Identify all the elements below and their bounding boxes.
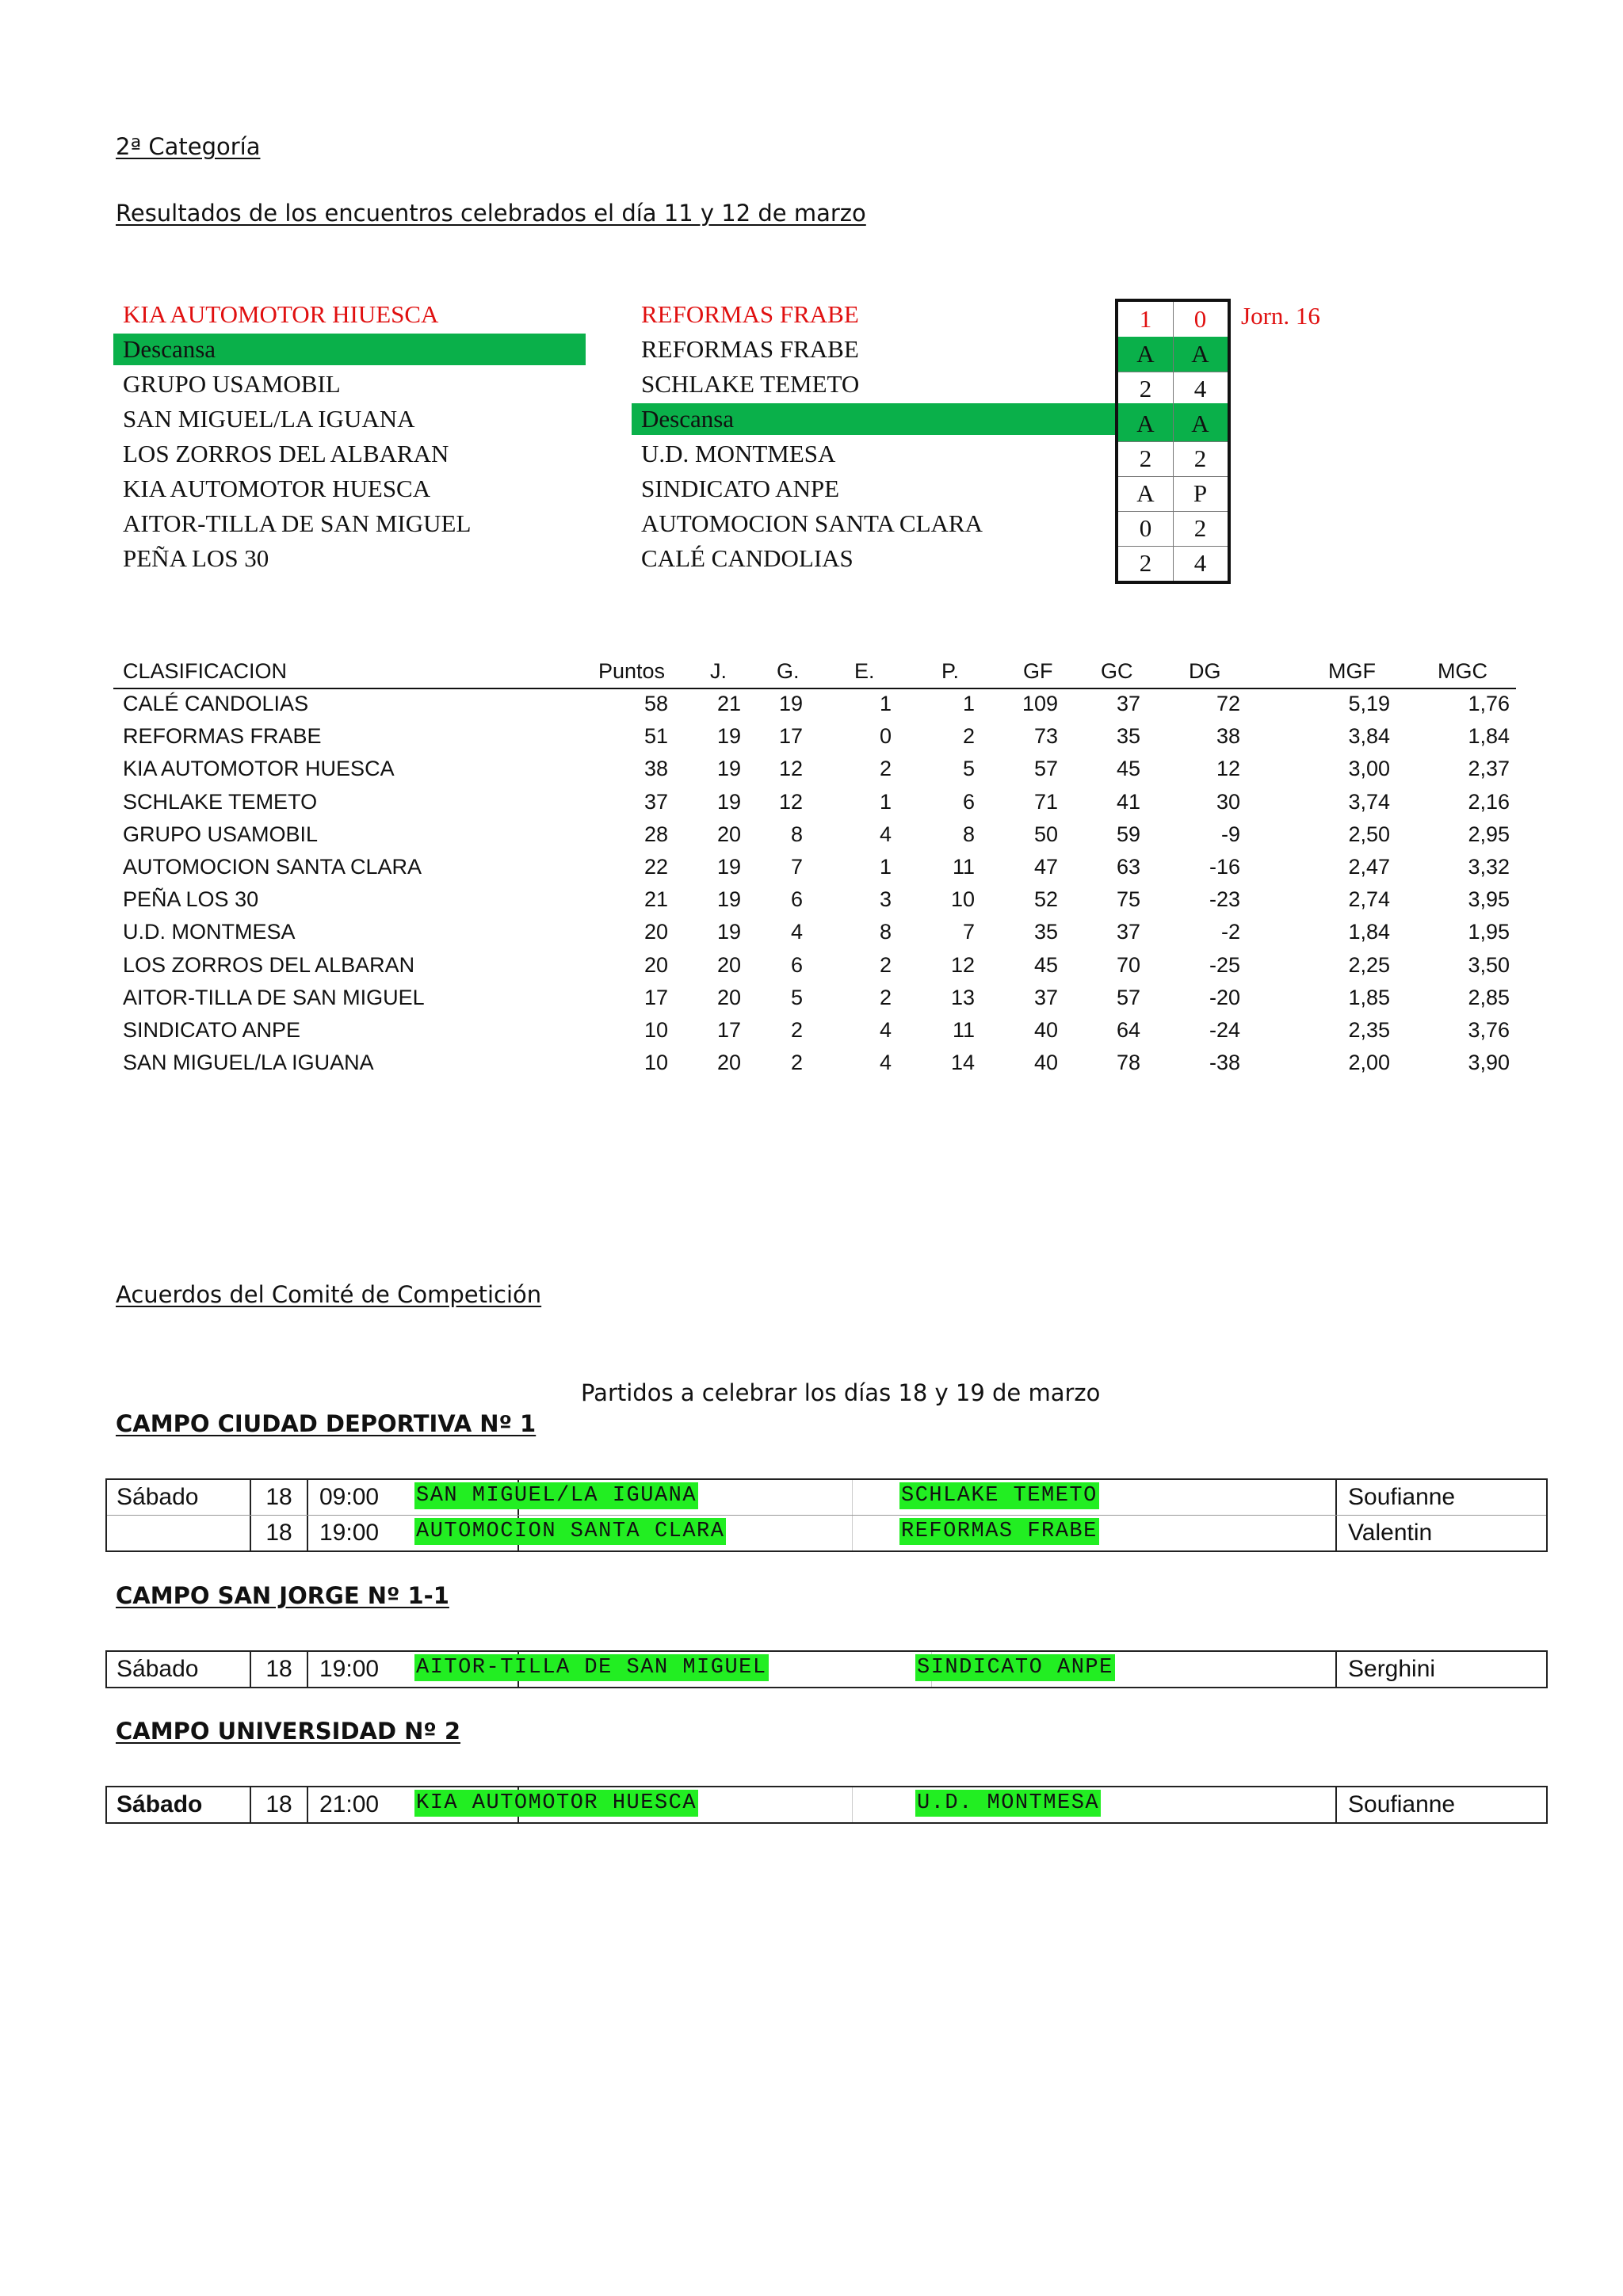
standings-row: [113, 916, 1516, 948]
match-home-team: SAN MIGUEL/LA IGUANA: [416, 1484, 697, 1508]
standings-row: [113, 818, 1516, 851]
stat-value: 5: [962, 757, 975, 781]
stat-value: 4: [790, 920, 803, 944]
result-row: [0, 508, 1623, 543]
score-box: [1115, 299, 1231, 584]
stat-value: 20: [716, 822, 741, 846]
stat-value: 1,95: [1468, 920, 1510, 944]
result-away-team: SINDICATO ANPE: [641, 475, 840, 502]
stat-value: 17: [716, 1018, 741, 1042]
stat-value: 1: [962, 692, 975, 715]
score-home: A: [1118, 406, 1174, 441]
match-date: 18: [251, 1652, 308, 1687]
match-home-team: KIA AUTOMOTOR HUESCA: [416, 1791, 697, 1815]
score-row: [1118, 546, 1228, 581]
jornada-label: Jorn. 16: [1241, 302, 1320, 330]
score-row: [1118, 302, 1228, 340]
stat-value: 19: [716, 789, 741, 814]
stat-value: 2: [879, 952, 892, 977]
stat-value: 1,84: [1468, 724, 1510, 749]
result-home-team: AITOR-TILLA DE SAN MIGUEL: [123, 509, 472, 537]
result-row: [0, 543, 1623, 578]
standings-col-header: GC: [1101, 659, 1133, 683]
stat-value: 8: [962, 822, 975, 846]
stat-value: 109: [1022, 692, 1058, 715]
stat-value: 12: [1216, 757, 1240, 781]
stat-value: 75: [1116, 887, 1140, 912]
stat-value: 3: [879, 887, 892, 912]
result-home-team: SAN MIGUEL/LA IGUANA: [123, 405, 415, 433]
stat-value: 72: [1216, 692, 1240, 715]
stat-value: 5: [790, 985, 803, 1009]
stat-value: 7: [962, 920, 975, 944]
committee-title: Acuerdos del Comité de Competición: [116, 1281, 542, 1308]
stat-value: 52: [1033, 887, 1058, 912]
stat-value: 70: [1116, 952, 1140, 977]
match-row: [107, 1787, 1546, 1822]
stat-value: 2,35: [1348, 1018, 1390, 1042]
standings-col-header: P.: [941, 659, 960, 683]
match-away-team: REFORMAS FRABE: [901, 1520, 1098, 1543]
stat-value: 19: [716, 920, 741, 944]
stat-value: 4: [879, 1018, 892, 1042]
stat-value: 41: [1116, 789, 1140, 814]
stat-value: 10: [643, 1051, 668, 1075]
match-day: [107, 1516, 251, 1550]
stat-value: 3,95: [1468, 887, 1510, 912]
stat-value: 20: [643, 920, 668, 944]
stat-value: 47: [1033, 855, 1058, 879]
result-home-team: GRUPO USAMOBIL: [123, 370, 341, 398]
score-row: [1118, 476, 1228, 512]
match-divider: [852, 1787, 854, 1822]
results-home-team: KIA AUTOMOTOR HIUESCA: [123, 300, 439, 328]
stat-value: -25: [1209, 952, 1240, 977]
score-home: 0: [1118, 511, 1174, 546]
venue-title: CAMPO UNIVERSIDAD Nº 2: [116, 1718, 461, 1745]
match-divider: [852, 1480, 854, 1515]
stat-value: 20: [716, 952, 741, 977]
stat-value: 3,76: [1468, 1018, 1510, 1042]
stat-value: 21: [716, 692, 741, 715]
stat-value: 3,74: [1348, 789, 1390, 814]
stat-value: 35: [1116, 724, 1140, 749]
match-row: [107, 1652, 1546, 1687]
match-time: 19:00: [308, 1652, 519, 1687]
stat-value: 2: [879, 757, 892, 781]
stat-value: 30: [1216, 789, 1240, 814]
match-divider: [852, 1516, 854, 1550]
stat-value: 1: [879, 789, 892, 814]
stat-value: 6: [962, 789, 975, 814]
stat-value: 5,19: [1348, 692, 1390, 715]
results-title: Resultados de los encuentros celebrados el día 11 y 12 de marzo: [116, 200, 866, 227]
team-name: SCHLAKE TEMETO: [123, 789, 318, 814]
result-away-team: SCHLAKE TEMETO: [641, 370, 860, 398]
match-home-team: AUTOMOCION SANTA CLARA: [416, 1520, 725, 1543]
stat-value: 1,84: [1348, 920, 1390, 944]
stat-value: 37: [1116, 692, 1140, 715]
result-row: [0, 368, 1623, 403]
stat-value: 58: [643, 692, 668, 715]
match-row: [107, 1480, 1546, 1515]
result-away-team: REFORMAS FRABE: [641, 335, 859, 363]
stat-value: 2,37: [1468, 757, 1510, 781]
stat-value: 10: [950, 887, 975, 912]
match-table: [105, 1478, 1548, 1552]
score-row: [1118, 337, 1228, 372]
stat-value: 8: [879, 920, 892, 944]
stat-value: 12: [778, 757, 803, 781]
stat-value: 14: [950, 1051, 975, 1075]
stat-value: 17: [778, 724, 803, 749]
stat-value: 2,50: [1348, 822, 1390, 846]
team-name: KIA AUTOMOTOR HUESCA: [123, 757, 395, 781]
standings-row: [113, 883, 1516, 916]
stat-value: 1,76: [1468, 692, 1510, 715]
standings-row: [113, 982, 1516, 1014]
team-name: GRUPO USAMOBIL: [123, 822, 319, 846]
score-row: [1118, 406, 1228, 442]
stat-value: 19: [716, 887, 741, 912]
match-time: 19:00: [308, 1516, 519, 1550]
score-home: A: [1118, 476, 1174, 511]
stat-value: 22: [643, 855, 668, 879]
match-date: 18: [251, 1480, 308, 1515]
match-referee: Soufianne: [1335, 1480, 1546, 1515]
stat-value: 20: [643, 952, 668, 977]
result-away-team: CALÉ CANDOLIAS: [641, 544, 854, 572]
result-row: [0, 438, 1623, 473]
results-away-team: REFORMAS FRABE: [641, 300, 859, 328]
stat-value: 2,95: [1468, 822, 1510, 846]
stat-value: 78: [1116, 1051, 1140, 1075]
score-away: 2: [1193, 514, 1207, 542]
standings-row: [113, 688, 1516, 720]
match-time: 21:00: [308, 1787, 519, 1822]
match-home-team: AITOR-TILLA DE SAN MIGUEL: [416, 1656, 767, 1680]
stat-value: 1,85: [1348, 985, 1390, 1009]
stat-value: 6: [790, 887, 803, 912]
stat-value: -23: [1209, 887, 1240, 912]
standings-col-header: MGC: [1438, 659, 1487, 683]
stat-value: 35: [1033, 920, 1058, 944]
result-row: [0, 334, 1623, 368]
stat-value: 2: [879, 985, 892, 1009]
stat-value: 6: [790, 952, 803, 977]
match-time: 09:00: [308, 1480, 519, 1515]
stat-value: 2,47: [1348, 855, 1390, 879]
stat-value: 7: [790, 855, 803, 879]
score-home: 2: [1118, 441, 1174, 476]
stat-value: 57: [1116, 985, 1140, 1009]
stat-value: 20: [716, 1051, 741, 1075]
score-away: 0: [1193, 305, 1207, 333]
match-day: Sábado: [107, 1480, 251, 1515]
standings-col-header: G.: [777, 659, 800, 683]
team-name: PEÑA LOS 30: [123, 887, 259, 912]
results-header-row: [0, 299, 1623, 334]
stat-value: 0: [879, 724, 892, 749]
match-away-team: U.D. MONTMESA: [917, 1791, 1100, 1815]
match-referee: Serghini: [1335, 1652, 1546, 1687]
stat-value: 11: [952, 855, 975, 879]
stat-value: 12: [778, 789, 803, 814]
team-name: REFORMAS FRABE: [123, 724, 322, 749]
score-away: 2: [1193, 444, 1207, 472]
score-home: 2: [1118, 546, 1174, 581]
score-home: 2: [1118, 372, 1174, 406]
stat-value: -24: [1209, 1018, 1240, 1042]
score-away: 4: [1193, 375, 1207, 402]
stat-value: 10: [643, 1018, 668, 1042]
stat-value: 13: [950, 985, 975, 1009]
score-row: [1118, 511, 1228, 547]
venue-title: CAMPO SAN JORGE Nº 1-1: [116, 1582, 449, 1609]
stat-value: 50: [1033, 822, 1058, 846]
stat-value: -16: [1209, 855, 1240, 879]
schedule-title: Partidos a celebrar los días 18 y 19 de marzo: [581, 1379, 1101, 1406]
stat-value: 2,00: [1348, 1051, 1390, 1075]
result-away-team: Descansa: [632, 403, 1231, 435]
stat-value: 8: [790, 822, 803, 846]
result-row: [0, 473, 1623, 508]
stat-value: 1: [879, 692, 892, 715]
result-home-team: LOS ZORROS DEL ALBARAN: [123, 440, 449, 467]
stat-value: 28: [643, 822, 668, 846]
standings-row: [113, 949, 1516, 982]
stat-value: 3,90: [1468, 1051, 1510, 1075]
result-away-team: AUTOMOCION SANTA CLARA: [641, 509, 983, 537]
result-home-team: KIA AUTOMOTOR HUESCA: [123, 475, 431, 502]
stat-value: -38: [1209, 1051, 1240, 1075]
standings-col-header: E.: [854, 659, 875, 683]
team-name: SAN MIGUEL/LA IGUANA: [123, 1051, 374, 1075]
score-away: 4: [1193, 549, 1207, 577]
stat-value: 1: [879, 855, 892, 879]
stat-value: -20: [1209, 985, 1240, 1009]
stat-value: -9: [1220, 822, 1240, 846]
score-away: P: [1193, 479, 1208, 507]
stat-value: 3,32: [1468, 855, 1510, 879]
score-row: [1118, 372, 1228, 407]
standings-header: [113, 655, 1516, 689]
match-date: 18: [251, 1787, 308, 1822]
team-name: U.D. MONTMESA: [123, 920, 296, 944]
team-name: SINDICATO ANPE: [123, 1018, 301, 1042]
standings-col-header: Puntos: [598, 659, 666, 683]
team-name: LOS ZORROS DEL ALBARAN: [123, 952, 415, 977]
standings-row: [113, 1047, 1516, 1079]
stat-value: 20: [716, 985, 741, 1009]
score-away: A: [1191, 410, 1209, 437]
stat-value: 71: [1033, 789, 1058, 814]
stat-value: 45: [1116, 757, 1140, 781]
stat-value: 17: [643, 985, 668, 1009]
stat-value: 2: [962, 724, 975, 749]
stat-value: 51: [643, 724, 668, 749]
stat-value: 40: [1033, 1051, 1058, 1075]
stat-value: 2,25: [1348, 952, 1390, 977]
stat-value: 12: [950, 952, 975, 977]
stat-value: 38: [643, 757, 668, 781]
stat-value: 21: [643, 887, 668, 912]
score-away: A: [1191, 340, 1209, 368]
venue-title: CAMPO CIUDAD DEPORTIVA Nº 1: [116, 1410, 537, 1437]
score-home: 1: [1118, 302, 1174, 337]
standings-col-header: J.: [710, 659, 727, 683]
standings-row: [113, 786, 1516, 818]
stat-value: 2: [790, 1018, 803, 1042]
score-row: [1118, 441, 1228, 477]
stat-value: -2: [1220, 920, 1240, 944]
result-home-team: PEÑA LOS 30: [123, 544, 269, 572]
stat-value: 3,00: [1348, 757, 1390, 781]
stat-value: 59: [1116, 822, 1140, 846]
stat-value: 3,50: [1468, 952, 1510, 977]
result-home-team: Descansa: [113, 334, 586, 365]
stat-value: 2,74: [1348, 887, 1390, 912]
stat-value: 2,85: [1468, 985, 1510, 1009]
stat-value: 19: [716, 724, 741, 749]
stat-value: 37: [1116, 920, 1140, 944]
team-name: AUTOMOCION SANTA CLARA: [123, 855, 422, 879]
stat-value: 38: [1216, 724, 1240, 749]
match-away-team: SCHLAKE TEMETO: [901, 1484, 1098, 1508]
stat-value: 63: [1116, 855, 1140, 879]
match-date: 18: [251, 1516, 308, 1550]
stat-value: 19: [778, 692, 803, 715]
standings-row: [113, 753, 1516, 785]
result-row: [0, 403, 1623, 438]
team-name: CALÉ CANDOLIAS: [123, 692, 309, 715]
stat-value: 57: [1033, 757, 1058, 781]
match-table: [105, 1786, 1548, 1824]
match-row: [107, 1515, 1546, 1550]
match-table: [105, 1650, 1548, 1688]
stat-value: 4: [879, 1051, 892, 1075]
standings-row: [113, 720, 1516, 753]
stat-value: 19: [716, 855, 741, 879]
stat-value: 19: [716, 757, 741, 781]
stat-value: 64: [1116, 1018, 1140, 1042]
stat-value: 11: [952, 1018, 975, 1042]
stat-value: 45: [1033, 952, 1058, 977]
match-referee: Valentin: [1335, 1516, 1546, 1550]
stat-value: 4: [879, 822, 892, 846]
stat-value: 2,16: [1468, 789, 1510, 814]
stat-value: 37: [643, 789, 668, 814]
match-day: Sábado: [107, 1652, 251, 1687]
standings-col-header: DG: [1189, 659, 1221, 683]
stat-value: 2: [790, 1051, 803, 1075]
category-title: 2ª Categoría: [116, 133, 261, 160]
stat-value: 3,84: [1348, 724, 1390, 749]
stat-value: 37: [1033, 985, 1058, 1009]
standings-col-header: MGF: [1328, 659, 1376, 683]
standings-row: [113, 1014, 1516, 1047]
stat-value: 73: [1033, 724, 1058, 749]
match-referee: Soufianne: [1335, 1787, 1546, 1822]
result-away-team: U.D. MONTMESA: [641, 440, 836, 467]
match-away-team: SINDICATO ANPE: [917, 1656, 1113, 1680]
standings-header-label: CLASIFICACION: [123, 659, 288, 683]
team-name: AITOR-TILLA DE SAN MIGUEL: [123, 985, 425, 1009]
match-day: Sábado: [107, 1787, 251, 1822]
standings-row: [113, 851, 1516, 883]
standings-col-header: GF: [1023, 659, 1053, 683]
stat-value: 40: [1033, 1018, 1058, 1042]
score-home: A: [1118, 337, 1174, 372]
